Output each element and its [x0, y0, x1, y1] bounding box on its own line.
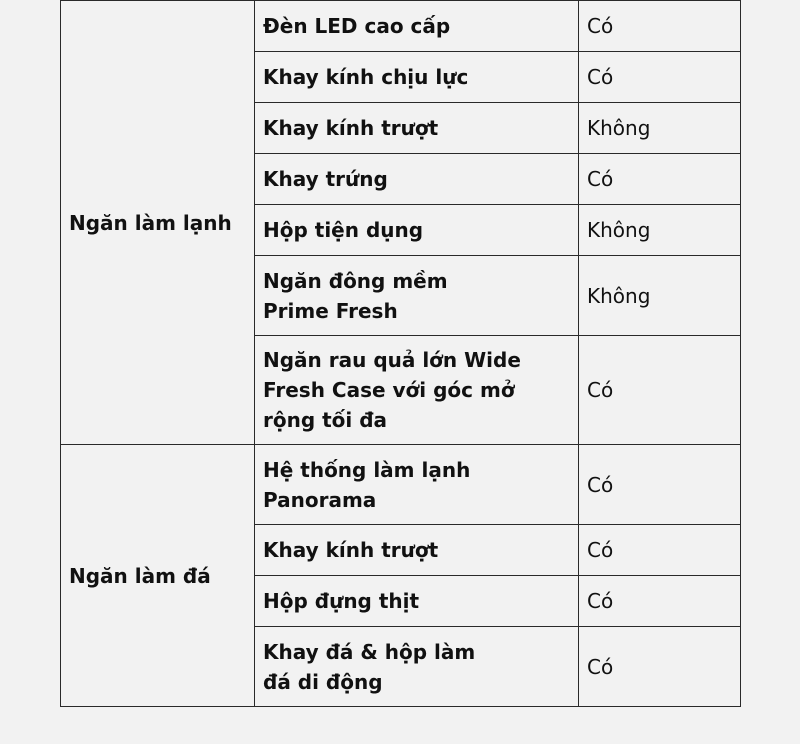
feature-cell: Hệ thống làm lạnh Panorama [255, 445, 579, 525]
value-cell: Có [579, 525, 741, 576]
value-cell: Không [579, 256, 741, 336]
feature-cell: Đèn LED cao cấp [255, 1, 579, 52]
feature-cell: Hộp tiện dụng [255, 205, 579, 256]
table-row [61, 1, 741, 52]
group-label-freezer: Ngăn làm đá [61, 445, 255, 707]
value-cell: Có [579, 52, 741, 103]
value-cell: Có [579, 336, 741, 445]
feature-cell: Khay trứng [255, 154, 579, 205]
spec-table [60, 0, 741, 707]
feature-cell: Khay đá & hộp làm đá di động [255, 627, 579, 707]
feature-cell: Ngăn rau quả lớn Wide Fresh Case với góc mở rộng tối đa [255, 336, 579, 445]
value-cell: Có [579, 154, 741, 205]
feature-cell: Khay kính trượt [255, 103, 579, 154]
feature-cell: Ngăn đông mềm Prime Fresh [255, 256, 579, 336]
feature-cell: Hộp đựng thịt [255, 576, 579, 627]
value-cell: Có [579, 627, 741, 707]
value-cell: Không [579, 205, 741, 256]
value-cell: Không [579, 103, 741, 154]
value-cell: Có [579, 576, 741, 627]
feature-cell: Khay kính trượt [255, 525, 579, 576]
feature-cell: Khay kính chịu lực [255, 52, 579, 103]
group-label-cooling: Ngăn làm lạnh [61, 1, 255, 445]
value-cell: Có [579, 1, 741, 52]
value-cell: Có [579, 445, 741, 525]
table-row [61, 445, 741, 525]
